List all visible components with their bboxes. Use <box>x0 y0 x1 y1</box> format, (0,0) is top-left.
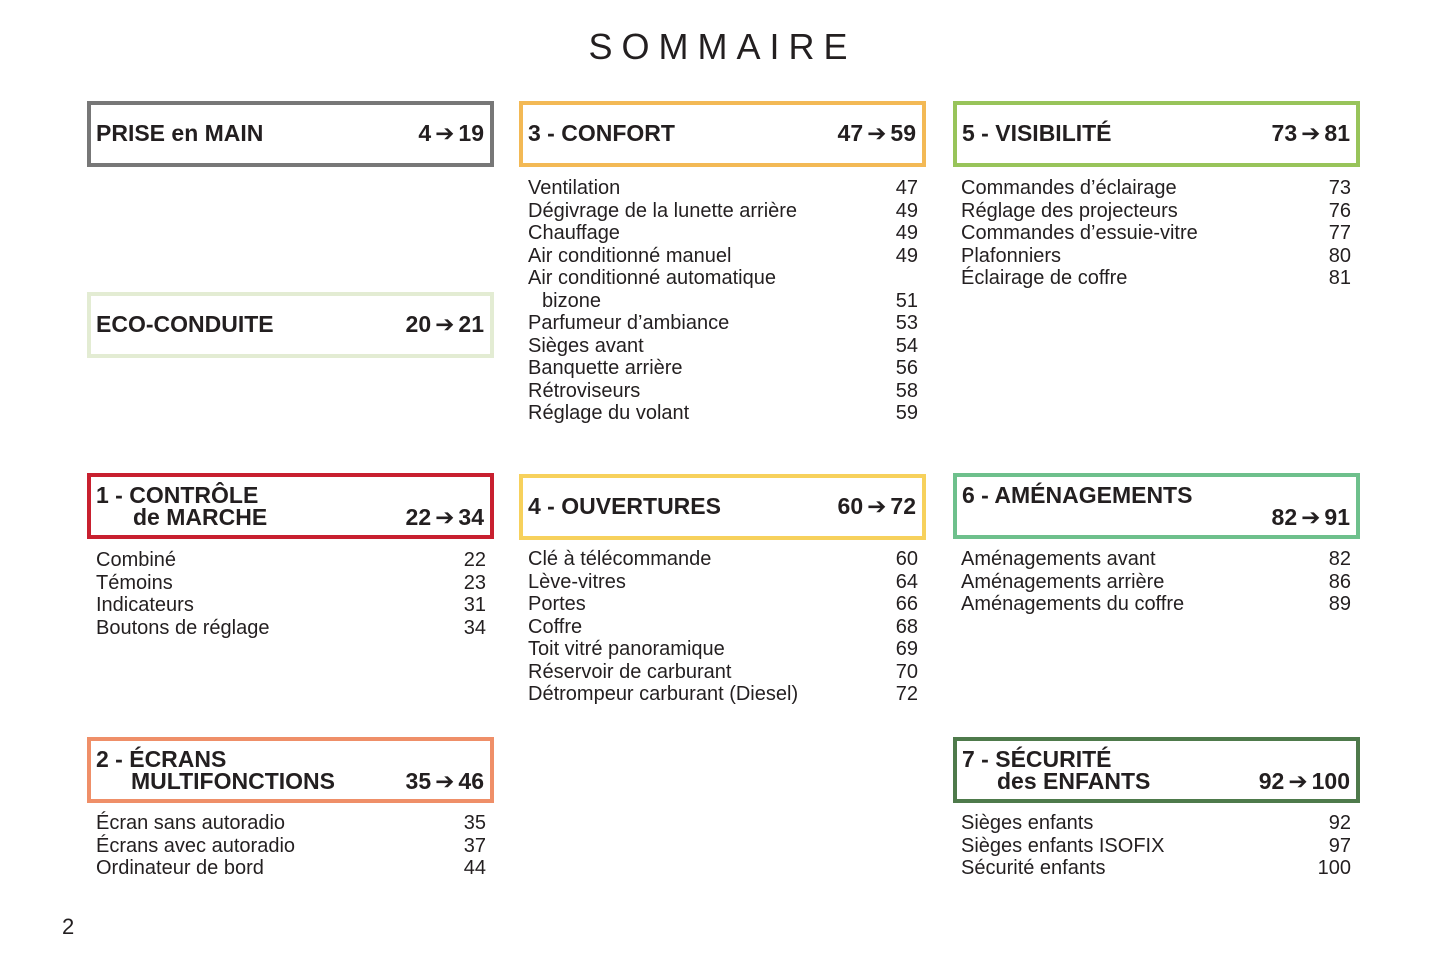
arrow-right-icon: ➔ <box>1301 120 1321 146</box>
toc-entry[interactable] <box>528 548 918 571</box>
toc-entry-label: Lève-vitres <box>528 570 626 593</box>
toc-entry-label: Portes <box>528 593 586 615</box>
toc-entry-label: Ventilation <box>528 177 621 199</box>
section-securite-list <box>961 812 1351 880</box>
toc-entry-label: Écrans avec autoradio <box>96 834 296 857</box>
toc-entry-page: 97 <box>1328 834 1351 857</box>
toc-entry-label: bizone <box>542 289 601 312</box>
section-title-line1: 1 - CONTRÔLE <box>96 482 259 508</box>
toc-entry-label: Aménagements du coffre <box>961 593 1185 615</box>
toc-entry-label: Rétroviseurs <box>528 379 641 402</box>
toc-entry[interactable] <box>528 357 918 380</box>
toc-entry-page: 64 <box>895 570 918 593</box>
toc-entry-label: Parfumeur d’ambiance <box>528 312 730 334</box>
toc-entry-page: 23 <box>463 571 486 594</box>
section-title-line2: de MARCHE <box>133 504 268 530</box>
section-visibilite-list <box>961 177 1351 290</box>
toc-entry-page: 59 <box>895 402 918 424</box>
toc-entry[interactable] <box>961 267 1351 290</box>
section-visibilite-header[interactable] <box>953 101 1360 167</box>
toc-entry-page: 44 <box>463 857 486 879</box>
toc-entry-page: 60 <box>895 548 918 570</box>
toc-entry-page: 47 <box>895 177 918 199</box>
toc-entry-label: Sièges avant <box>528 334 644 357</box>
toc-entry[interactable] <box>528 312 918 335</box>
toc-entry[interactable] <box>96 812 486 835</box>
page-range: 35 ➔ 46 <box>405 768 484 794</box>
arrow-right-icon: ➔ <box>435 120 455 146</box>
section-amenagements-list <box>961 548 1351 616</box>
toc-entry-page: 56 <box>895 357 918 379</box>
toc-entry[interactable] <box>96 572 486 595</box>
toc-entry-page: 89 <box>1328 593 1351 615</box>
toc-entry-label: Détrompeur carburant (Diesel) <box>528 683 799 705</box>
toc-entry-page: 49 <box>895 199 918 222</box>
toc-entry-label: Témoins <box>96 571 173 594</box>
toc-entry-label: Écran sans autoradio <box>96 812 286 834</box>
section-title: 5 - VISIBILITÉ <box>962 120 1112 146</box>
section-ouvertures-header[interactable] <box>519 474 926 540</box>
toc-entry[interactable] <box>961 245 1351 268</box>
toc-entry-label: Plafonniers <box>961 244 1062 267</box>
toc-entry-label: Commandes d’essuie-vitre <box>961 222 1198 244</box>
toc-entry[interactable] <box>528 661 918 684</box>
toc-entry-page: 81 <box>1328 267 1351 289</box>
toc-entry-label: Commandes d’éclairage <box>961 177 1177 199</box>
section-prise-en-main-header[interactable] <box>87 101 494 167</box>
toc-entry-page: 86 <box>1328 570 1351 593</box>
toc-entry-page: 34 <box>463 616 486 639</box>
toc-entry-page: 69 <box>895 638 918 660</box>
toc-entry-page: 35 <box>463 812 486 834</box>
section-ouvertures-list <box>528 548 918 706</box>
toc-entry[interactable] <box>961 835 1351 858</box>
toc-entry[interactable] <box>96 594 486 617</box>
section-title: 6 - AMÉNAGEMENTS <box>962 482 1193 508</box>
toc-entry-page: 76 <box>1328 199 1351 222</box>
toc-entry-label: Éclairage de coffre <box>961 267 1128 289</box>
toc-entry[interactable] <box>528 683 918 706</box>
page-range: 92 ➔ 100 <box>1258 768 1350 794</box>
toc-entry-label: Aménagements avant <box>961 548 1156 570</box>
toc-entry[interactable] <box>961 857 1351 880</box>
section-title: 4 - OUVERTURES <box>528 493 721 519</box>
section-title: PRISE en MAIN <box>96 120 264 146</box>
toc-entry[interactable] <box>528 335 918 358</box>
section-ecrans-list <box>96 812 486 880</box>
toc-entry-page: 70 <box>895 660 918 683</box>
toc-entry-page: 77 <box>1328 222 1351 244</box>
toc-entry-page: 49 <box>895 244 918 267</box>
toc-entry-page: 80 <box>1328 244 1351 267</box>
toc-entry[interactable] <box>528 593 918 616</box>
toc-entry-page: 49 <box>895 222 918 244</box>
toc-entry-page: 37 <box>463 834 486 857</box>
page-range: 4 ➔ 19 <box>418 120 484 146</box>
arrow-right-icon: ➔ <box>1288 768 1308 794</box>
toc-entry[interactable] <box>528 571 918 594</box>
toc-entry-label: Réglage du volant <box>528 402 690 424</box>
page-range: 47 ➔ 59 <box>837 120 916 146</box>
arrow-right-icon: ➔ <box>1301 504 1321 530</box>
toc-entry-page: 68 <box>895 615 918 638</box>
arrow-right-icon: ➔ <box>435 504 455 530</box>
section-title: 3 - CONFORT <box>528 120 675 146</box>
toc-entry[interactable] <box>528 245 918 268</box>
section-title-line1: 2 - ÉCRANS <box>96 746 227 772</box>
toc-entry[interactable] <box>528 267 918 290</box>
toc-entry-label: Réservoir de carburant <box>528 660 732 683</box>
toc-entry-page: 53 <box>895 312 918 334</box>
page-range: 20 ➔ 21 <box>405 311 484 337</box>
arrow-right-icon: ➔ <box>867 120 887 146</box>
toc-entry-label: Air conditionné manuel <box>528 244 732 267</box>
toc-entry-page: 82 <box>1328 548 1351 570</box>
toc-entry-label: Toit vitré panoramique <box>528 638 725 660</box>
toc-entry[interactable] <box>961 571 1351 594</box>
toc-entry[interactable] <box>528 200 918 223</box>
toc-entry-label: Banquette arrière <box>528 357 683 379</box>
section-securite-header[interactable] <box>953 737 1360 803</box>
toc-entry[interactable] <box>961 593 1351 616</box>
toc-entry-label: Clé à télécommande <box>528 548 712 570</box>
toc-entry-page: 100 <box>1317 857 1351 879</box>
toc-entry-label: Coffre <box>528 615 583 638</box>
toc-entry[interactable] <box>528 638 918 661</box>
toc-entry[interactable] <box>961 812 1351 835</box>
toc-entry-page: 54 <box>895 334 918 357</box>
toc-entry-label: Aménagements arrière <box>961 570 1165 593</box>
toc-entry[interactable] <box>961 222 1351 245</box>
toc-entry-label: Boutons de réglage <box>96 616 270 639</box>
arrow-right-icon: ➔ <box>435 311 455 337</box>
toc-entry[interactable] <box>528 222 918 245</box>
toc-entry-label: Combiné <box>96 549 177 571</box>
page-range: 73 ➔ 81 <box>1271 120 1350 146</box>
toc-entry-label: Sièges enfants ISOFIX <box>961 834 1165 857</box>
section-confort-header[interactable] <box>519 101 926 167</box>
section-controle-list <box>96 549 486 639</box>
page-range: 82 ➔ 91 <box>1271 504 1350 530</box>
section-title-line2: des ENFANTS <box>997 768 1151 794</box>
toc-entry-label: Air conditionné automatique <box>528 267 776 289</box>
section-title-line1: 7 - SÉCURITÉ <box>962 746 1112 772</box>
toc-entry[interactable] <box>961 548 1351 571</box>
section-title: ECO-CONDUITE <box>96 311 274 337</box>
toc-entry-label: Ordinateur de bord <box>96 857 264 879</box>
toc-entry[interactable] <box>528 616 918 639</box>
toc-entry-page: 22 <box>463 549 486 571</box>
toc-entry[interactable] <box>96 857 486 880</box>
page-number: 2 <box>62 914 75 939</box>
toc-entry[interactable] <box>961 200 1351 223</box>
page-range: 22 ➔ 34 <box>405 504 484 530</box>
toc-entry-label: Chauffage <box>528 222 620 244</box>
section-controle-header[interactable] <box>87 473 494 539</box>
toc-entry-label: Sièges enfants <box>961 812 1094 834</box>
toc-entry[interactable] <box>96 617 486 640</box>
toc-entry[interactable] <box>528 380 918 403</box>
toc-entry[interactable] <box>961 177 1351 200</box>
toc-entry-label: Indicateurs <box>96 594 194 616</box>
toc-entry-label: Dégivrage de la lunette arrière <box>528 199 798 222</box>
toc-entry[interactable] <box>96 835 486 858</box>
toc-entry-page: 51 <box>895 289 918 312</box>
toc-entry-page: 73 <box>1328 177 1351 199</box>
arrow-right-icon: ➔ <box>435 768 455 794</box>
arrow-right-icon: ➔ <box>867 493 887 519</box>
toc-entry[interactable] <box>528 290 918 313</box>
section-ecrans-header[interactable] <box>87 737 494 803</box>
toc-entry[interactable] <box>528 402 918 425</box>
section-confort-list <box>528 177 918 425</box>
toc-entry-page: 66 <box>895 593 918 615</box>
toc-entry[interactable] <box>528 177 918 200</box>
toc-entry-page: 31 <box>463 594 486 616</box>
toc-entry-label: Réglage des projecteurs <box>961 199 1178 222</box>
toc-entry-page: 58 <box>895 379 918 402</box>
page-range: 60 ➔ 72 <box>837 493 916 519</box>
page-title: SOMMAIRE <box>588 26 857 67</box>
section-title-line2: MULTIFONCTIONS <box>131 768 335 794</box>
section-amenagements-header[interactable] <box>953 473 1360 539</box>
toc-entry-page: 92 <box>1328 812 1351 834</box>
section-eco-conduite-header[interactable] <box>87 292 494 358</box>
toc-entry-page: 72 <box>895 683 918 705</box>
toc-entry[interactable] <box>96 549 486 572</box>
toc-entry-label: Sécurité enfants <box>961 857 1106 879</box>
